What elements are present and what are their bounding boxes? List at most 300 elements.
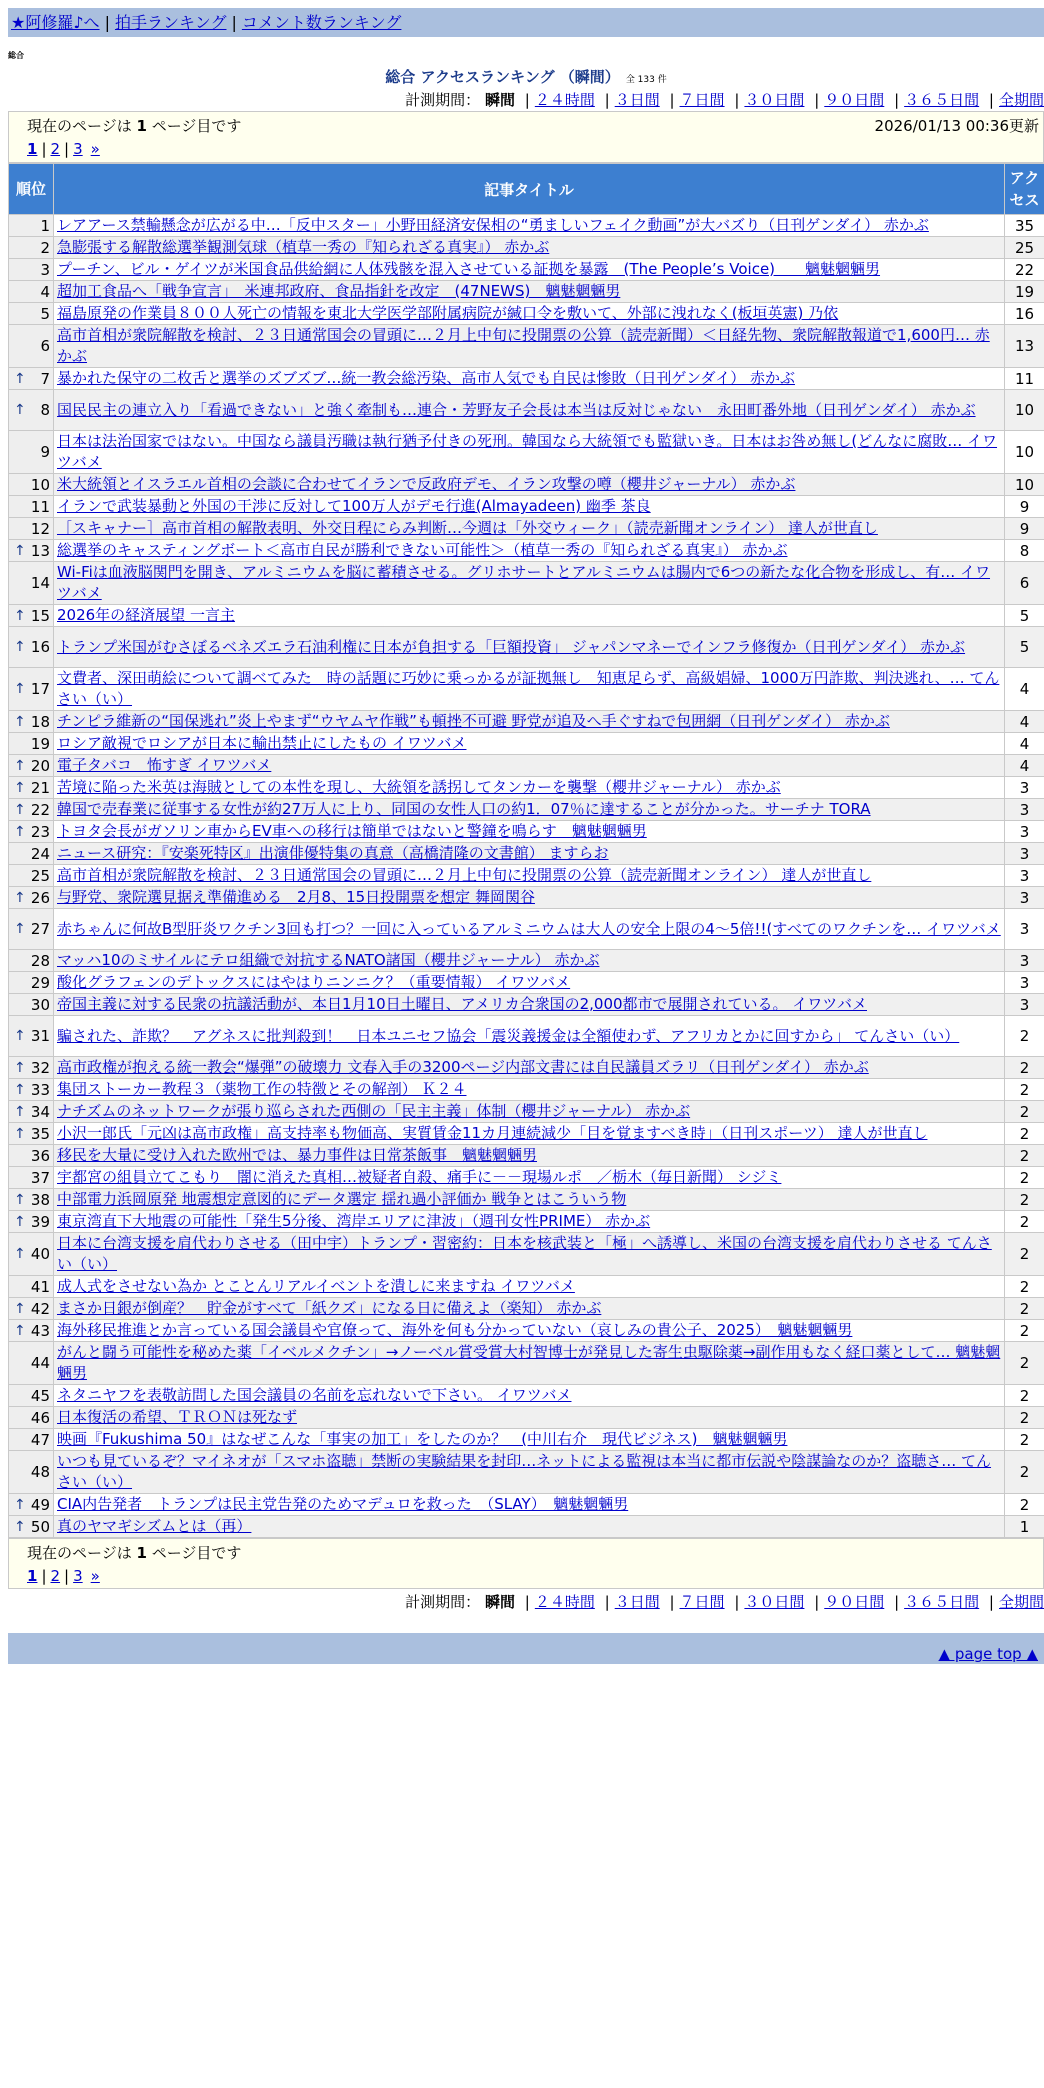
rank-cell <box>9 668 54 711</box>
rank-cell <box>9 1516 54 1538</box>
access-count: 2 <box>1005 1320 1044 1342</box>
title-cell <box>54 281 1005 303</box>
title-cell <box>54 1276 1005 1298</box>
article-link[interactable]: 酸化グラフェンのデトックスにはやはりニンニク？（重要情報） イワツバメ <box>57 973 570 991</box>
table-row <box>9 518 1044 540</box>
rank-number: 37 <box>31 1169 50 1187</box>
access-count: 2 <box>1005 1211 1044 1233</box>
table-row <box>9 865 1044 887</box>
rank-up-arrow-icon: ↑ <box>14 1027 26 1045</box>
rank-number: 39 <box>31 1213 50 1231</box>
period-option-3d[interactable]: ３日間 <box>615 1593 660 1611</box>
access-count: 4 <box>1005 668 1044 711</box>
rank-number: 6 <box>40 337 50 355</box>
rank-cell <box>9 1494 54 1516</box>
article-link[interactable]: 高市首相が衆院解散を検討、２３日通常国会の冒頭に…２月上中旬に投開票の公算（読売新聞）＜日経先物、衆院解散報道で1,600円… 赤かぶ <box>57 326 990 365</box>
article-link[interactable]: プーチン、ビル・ゲイツが米国食品供給網に人体残骸を混入させている証拠を暴露 (The People’s Voice) 魑魅魍魎男 <box>57 260 880 278</box>
rank-number: 43 <box>31 1322 50 1340</box>
article-link[interactable]: 急膨張する解散総選挙観測気球（植草一秀の『知られざる真実』） 赤かぶ <box>57 238 549 256</box>
article-link[interactable]: レアアース禁輸懸念が広がる中…「反中スター」小野田経済安保相の“勇ましいフェイク動画”が大バズり（日刊ゲンダイ） 赤かぶ <box>57 216 929 234</box>
article-link[interactable]: 2026年の経済展望 一言主 <box>57 606 235 624</box>
rank-up-arrow-icon: ↑ <box>14 542 26 560</box>
access-count: 2 <box>1005 1123 1044 1145</box>
paging-box-top <box>8 111 1044 163</box>
rank-number: 28 <box>31 952 50 970</box>
access-count: 2 <box>1005 1079 1044 1101</box>
article-link[interactable]: 韓国で売春業に従事する女性が約27万人に上り、同国の女性人口の約1．07％に達することが分かった。サーチナ TORA <box>57 800 871 818</box>
access-count: 3 <box>1005 821 1044 843</box>
period-selector-top: 計測期間： 瞬間 | ２４時間 | ３日間 | ７日間 | ３０日間 | ９０日間 | ３６５日間 | 全期間 <box>8 89 1044 111</box>
rank-cell <box>9 865 54 887</box>
title-cell <box>54 909 1005 950</box>
rank-cell <box>9 325 54 368</box>
table-row <box>9 1057 1044 1079</box>
rank-number: 18 <box>31 713 50 731</box>
table-row <box>9 1407 1044 1429</box>
article-link[interactable]: イランで武装暴動と外国の干渉に反対して100万人がデモ行進(Almayadeen) 幽季 茶良 <box>57 497 651 515</box>
clap-ranking-link[interactable]: 拍手ランキング <box>115 13 227 32</box>
rank-cell <box>9 909 54 950</box>
updated-time: 2026/01/13 00:36更新 <box>875 114 1039 138</box>
rank-cell <box>9 777 54 799</box>
rank-cell <box>9 1233 54 1276</box>
rank-cell <box>9 1211 54 1233</box>
article-link[interactable]: ニュース研究：『安楽死特区』出演俳優特集の真意（高橋清隆の文書館） ますらお <box>57 844 609 862</box>
table-row <box>9 1211 1044 1233</box>
rank-cell <box>9 711 54 733</box>
title-cell <box>54 627 1005 668</box>
table-row <box>9 1123 1044 1145</box>
title-cell <box>54 799 1005 821</box>
rank-cell <box>9 1320 54 1342</box>
article-link[interactable]: 海外移民推進とか言っている国会議員や官僚って、海外を何も分かっていない（哀しみの貴公子、2025） 魑魅魍魎男 <box>57 1321 852 1339</box>
rank-number: 44 <box>31 1354 50 1372</box>
title-cell <box>54 1429 1005 1451</box>
article-link[interactable]: 真のヤマギシズムとは（再） <box>57 1517 251 1535</box>
title-cell <box>54 540 1005 562</box>
access-count: 2 <box>1005 1451 1044 1494</box>
access-count: 3 <box>1005 972 1044 994</box>
pager-page-3[interactable]: 3 <box>73 140 83 158</box>
rank-up-arrow-icon: ↑ <box>14 779 26 797</box>
period-option-30d[interactable]: ３０日間 <box>744 1593 804 1611</box>
rank-up-arrow-icon: ↑ <box>14 757 26 775</box>
rank-cell <box>9 972 54 994</box>
article-link[interactable]: Wi-Fiは血液脳関門を開き、アルミニウムを脳に蓄積させる。グリホサートとアルミニウムは腸内で6つの新たな化合物を形成し、有… イワツバメ <box>57 563 990 602</box>
title-cell <box>54 711 1005 733</box>
article-link[interactable]: 文費者、深田萌絵について調べてみた 時の話題に巧妙に乗っかるが証拠無し 知恵足らず、高級娼婦、1000万円詐欺、判決逃れ、… てんさい（い） <box>57 669 999 708</box>
article-link[interactable]: 集団ストーカー教程３（薬物工作の特徴とその解剖） Ｋ２４ <box>57 1080 466 1098</box>
table-row <box>9 390 1044 431</box>
table-row <box>9 1167 1044 1189</box>
table-row <box>9 777 1044 799</box>
rank-cell <box>9 390 54 431</box>
article-link[interactable]: 日本は法治国家ではない。中国なら議員汚職は執行猶予付きの死刑。韓国なら大統領でも監獄いき。日本はお咎め無し(どんなに腐敗… イワツバメ <box>57 432 997 471</box>
article-link[interactable]: 宇都宮の組員立てこもり 闇に消えた真相…被疑者自殺、痛手に－－現場ルポ ／栃木（毎日新聞） シジミ <box>57 1168 781 1186</box>
nav-separator: | <box>105 13 110 32</box>
rank-number: 25 <box>31 867 50 885</box>
rank-cell <box>9 887 54 909</box>
access-count: 2 <box>1005 1298 1044 1320</box>
section-tag: 総合 <box>8 51 1044 61</box>
rank-cell <box>9 496 54 518</box>
article-link[interactable]: 東京湾直下大地震の可能性「発生5分後、湾岸エリアに津波」（週刊女性PRIME） 赤かぶ <box>57 1212 650 1230</box>
period-option-90d[interactable]: ９０日間 <box>824 91 884 109</box>
period-option-24h[interactable]: ２４時間 <box>535 91 595 109</box>
rank-number: 21 <box>31 779 50 797</box>
rank-number: 11 <box>31 498 50 516</box>
table-row <box>9 540 1044 562</box>
table-row <box>9 668 1044 711</box>
article-link[interactable]: 小沢一郎氏「元凶は高市政権」高支持率も物価高、実質賃金11カ月連続減少「目を覚ますべき時」（日刊スポーツ） 達人が世直し <box>57 1124 927 1142</box>
article-link[interactable]: 移民を大量に受け入れた欧州では、暴力事件は日常茶飯事 魑魅魍魎男 <box>57 1146 537 1164</box>
access-count: 4 <box>1005 755 1044 777</box>
article-link[interactable]: トランプ米国がむさぼるベネズエラ石油利権に日本が負担する「巨額投資」 ジャパンマネーでインフラ修復か（日刊ゲンダイ） 赤かぶ <box>57 638 965 656</box>
article-link[interactable]: マッハ10のミサイルにテロ組織で対抗するNATO諸国（櫻井ジャーナル） 赤かぶ <box>57 951 599 969</box>
table-row <box>9 1451 1044 1494</box>
title-cell <box>54 1079 1005 1101</box>
title-cell <box>54 994 1005 1016</box>
title-cell <box>54 562 1005 605</box>
ranking-count: 全 133 件 <box>626 75 667 85</box>
article-link[interactable]: 赤ちゃんに何故B型肝炎ワクチン3回も打つ？一回に入っているアルミニウムは大人の安全上限の4～5倍!!(すべてのワクチンを… イワツバメ <box>57 920 1001 938</box>
rank-cell <box>9 431 54 474</box>
title-cell <box>54 237 1005 259</box>
title-cell <box>54 1167 1005 1189</box>
rank-up-arrow-icon: ↑ <box>14 680 26 698</box>
table-row <box>9 711 1044 733</box>
rank-number: 23 <box>31 823 50 841</box>
rank-number: 3 <box>40 261 50 279</box>
article-link[interactable]: ナチズムのネットワークが張り巡らされた西側の「民主主義」体制（櫻井ジャーナル） 赤かぶ <box>57 1102 690 1120</box>
period-option-all[interactable]: 全期間 <box>999 91 1044 109</box>
rank-number: 41 <box>31 1278 50 1296</box>
access-count: 5 <box>1005 605 1044 627</box>
article-link[interactable]: 苦境に陥った米英は海賊としての本性を現し、大統領を誘拐してタンカーを襲撃（櫻井ジャーナル） 赤かぶ <box>57 778 781 796</box>
comment-ranking-link[interactable]: コメント数ランキング <box>242 13 402 32</box>
article-link[interactable]: 国民民主の連立入り「看過できない」と強く牽制も…連合・芳野友子会長は本当は反対じゃない 永田町番外地（日刊ゲンダイ） 赤かぶ <box>57 401 976 419</box>
rank-number: 38 <box>31 1191 50 1209</box>
table-row <box>9 994 1044 1016</box>
article-link[interactable]: 高市政権が抱える統一教会“爆弾”の破壊力 文春入手の3200ページ内部文書には自民議員ズラリ（日刊ゲンダイ） 赤かぶ <box>57 1058 869 1076</box>
title-cell <box>54 1298 1005 1320</box>
title-cell <box>54 1342 1005 1385</box>
access-count: 3 <box>1005 994 1044 1016</box>
access-count: 3 <box>1005 950 1044 972</box>
rank-up-arrow-icon: ↑ <box>14 1245 26 1263</box>
period-option-7d[interactable]: ７日間 <box>680 1593 725 1611</box>
rank-number: 20 <box>31 757 50 775</box>
rank-cell <box>9 1145 54 1167</box>
access-count: 3 <box>1005 843 1044 865</box>
article-link[interactable]: トヨタ会長がガソリン車からEV車への移行は簡単ではないと警鐘を鳴らす 魑魅魍魎男 <box>57 822 647 840</box>
title-cell <box>54 887 1005 909</box>
pager-page-2[interactable]: 2 <box>51 1567 61 1585</box>
access-count: 4 <box>1005 733 1044 755</box>
table-row <box>9 496 1044 518</box>
period-option-3d[interactable]: ３日間 <box>615 91 660 109</box>
table-row <box>9 1145 1044 1167</box>
rank-number: 32 <box>31 1059 50 1077</box>
rank-cell <box>9 1057 54 1079</box>
ranking-rows <box>9 215 1044 1538</box>
table-row <box>9 1016 1044 1057</box>
article-link[interactable]: がんと闘う可能性を秘めた薬「イベルメクチン」→ノーベル賞受賞大村智博士が発見した寄生虫駆除薬→副作用もなく経口薬として… 魑魅魍魎男 <box>57 1343 1000 1382</box>
article-link[interactable]: 映画『Fukushima 50』はなぜこんな「事実の加工」をしたのか？ (中川右介 現代ビジネス) 魑魅魍魎男 <box>57 1430 787 1448</box>
pager-page-1[interactable]: 1 <box>27 1567 37 1585</box>
access-count: 2 <box>1005 1016 1044 1057</box>
rank-number: 49 <box>31 1496 50 1514</box>
table-row <box>9 755 1044 777</box>
rank-number: 36 <box>31 1147 50 1165</box>
col-header-access: アクセス <box>1005 164 1044 215</box>
col-header-rank: 順位 <box>9 164 54 215</box>
title-cell <box>54 821 1005 843</box>
table-row <box>9 1385 1044 1407</box>
article-link[interactable]: CIA内告発者 トランプは民主党告発のためマデュロを救った （SLAY） 魑魅魍魎男 <box>57 1495 628 1513</box>
period-option-90d[interactable]: ９０日間 <box>824 1593 884 1611</box>
rank-up-arrow-icon: ↑ <box>14 823 26 841</box>
article-link[interactable]: ［スキャナー］高市首相の解散表明、外交日程にらみ判断…今週は「外交ウィーク」（読売新聞オンライン） 達人が世直し <box>57 519 878 537</box>
access-count: 2 <box>1005 1057 1044 1079</box>
rank-cell <box>9 368 54 390</box>
article-link[interactable]: 福島原発の作業員８００人死亡の情報を東北大学医学部附属病院が緘口令を敷いて、外部に洩れなく(板垣英憲) 乃依 <box>57 304 838 322</box>
rank-number: 26 <box>31 889 50 907</box>
rank-cell <box>9 1101 54 1123</box>
title-cell <box>54 668 1005 711</box>
article-link[interactable]: 日本復活の希望、ＴＲＯＮは死なず <box>57 1408 297 1426</box>
table-row <box>9 627 1044 668</box>
title-cell <box>54 1101 1005 1123</box>
pager-page-2[interactable]: 2 <box>51 140 61 158</box>
period-option-24h[interactable]: ２４時間 <box>535 1593 595 1611</box>
rank-up-arrow-icon: ↑ <box>14 1125 26 1143</box>
access-count: 2 <box>1005 1494 1044 1516</box>
period-option-365d[interactable]: ３６５日間 <box>904 91 979 109</box>
pager: 1 | 2 | 3 » <box>27 138 1039 160</box>
table-row <box>9 368 1044 390</box>
page-top-link[interactable]: ▲ page top ▲ <box>939 1645 1038 1663</box>
rank-number: 7 <box>40 370 50 388</box>
table-row <box>9 237 1044 259</box>
title-cell <box>54 733 1005 755</box>
table-row <box>9 562 1044 605</box>
table-row <box>9 733 1044 755</box>
rank-number: 19 <box>31 735 50 753</box>
access-count: 16 <box>1005 303 1044 325</box>
rank-up-arrow-icon: ↑ <box>14 607 26 625</box>
article-link[interactable]: 暴かれた保守の二枚舌と選挙のズブズブ…統一教会総汚染、高市人気でも自民は惨敗（日刊ゲンダイ） 赤かぶ <box>57 369 795 387</box>
rank-cell <box>9 1189 54 1211</box>
rank-cell <box>9 994 54 1016</box>
article-link[interactable]: 与野党、衆院選見据え準備進める 2月8、15日投開票を想定 舞岡関谷 <box>57 888 535 906</box>
rank-cell <box>9 1385 54 1407</box>
access-count: 10 <box>1005 431 1044 474</box>
rank-cell <box>9 627 54 668</box>
page <box>8 8 1044 1664</box>
table-row <box>9 1276 1044 1298</box>
rank-cell <box>9 281 54 303</box>
rank-up-arrow-icon: ↑ <box>14 713 26 731</box>
article-link[interactable]: 帝国主義に対する民衆の抗議活動が、本日1月10日土曜日、アメリカ合衆国の2,000都市で展開されている。 イワツバメ <box>57 995 867 1013</box>
title-cell <box>54 1123 1005 1145</box>
rank-up-arrow-icon: ↑ <box>14 1191 26 1209</box>
table-row <box>9 605 1044 627</box>
access-count: 3 <box>1005 799 1044 821</box>
rank-cell <box>9 303 54 325</box>
title-cell <box>54 1451 1005 1494</box>
rank-up-arrow-icon: ↑ <box>14 1300 26 1318</box>
article-link[interactable]: チンピラ維新の“国保逃れ”炎上やまず“ウヤムヤ作戦”も頓挫不可避 野党が追及へ手ぐすねで包囲網（日刊ゲンダイ） 赤かぶ <box>57 712 890 730</box>
rank-number: 30 <box>31 996 50 1014</box>
article-link[interactable]: 米大統領とイスラエル首相の会談に合わせてイランで反政府デモ、イラン攻撃の噂（櫻井ジャーナル） 赤かぶ <box>57 475 795 493</box>
period-current: 瞬間 <box>485 1593 515 1611</box>
rank-number: 45 <box>31 1387 50 1405</box>
rank-up-arrow-icon: ↑ <box>14 1103 26 1121</box>
pager: 1 | 2 | 3 » <box>27 1565 1039 1587</box>
period-label: 計測期間： <box>405 91 480 109</box>
article-link[interactable]: いつも見ているぞ？マイネオが「スマホ盗聴」禁断の実験結果を封印…ネットによる監視は本当に都市伝説や陰謀論なのか？盗聴さ… てんさい（い） <box>57 1452 991 1491</box>
rank-up-arrow-icon: ↑ <box>14 801 26 819</box>
rank-cell <box>9 215 54 237</box>
rank-up-arrow-icon: ↑ <box>14 920 26 938</box>
rank-number: 8 <box>40 401 50 419</box>
period-option-all[interactable]: 全期間 <box>999 1593 1044 1611</box>
table-row <box>9 1342 1044 1385</box>
table-row <box>9 909 1044 950</box>
title-cell <box>54 1407 1005 1429</box>
rank-number: 34 <box>31 1103 50 1121</box>
pager-next[interactable]: » <box>91 140 100 158</box>
pager-next[interactable]: » <box>91 1567 100 1585</box>
article-link[interactable]: 超加工食品へ「戦争宣言」 米連邦政府、食品指針を改定 (47NEWS) 魑魅魍魎男 <box>57 282 620 300</box>
table-row <box>9 843 1044 865</box>
access-count: 10 <box>1005 390 1044 431</box>
rank-number: 40 <box>31 1245 50 1263</box>
table-row <box>9 1429 1044 1451</box>
rank-cell <box>9 237 54 259</box>
rank-number: 48 <box>31 1463 50 1481</box>
period-option-365d[interactable]: ３６５日間 <box>904 1593 979 1611</box>
ranking-heading <box>8 67 1044 87</box>
title-cell <box>54 1016 1005 1057</box>
rank-cell <box>9 1342 54 1385</box>
pager-page-1[interactable]: 1 <box>27 140 37 158</box>
rank-cell <box>9 1123 54 1145</box>
rank-cell <box>9 474 54 496</box>
article-link[interactable]: 電子タバコ 怖すぎ イワツバメ <box>57 756 271 774</box>
rank-cell <box>9 821 54 843</box>
rank-number: 33 <box>31 1081 50 1099</box>
access-count: 2 <box>1005 1429 1044 1451</box>
title-cell <box>54 1320 1005 1342</box>
rank-up-arrow-icon: ↑ <box>14 1059 26 1077</box>
rank-cell <box>9 540 54 562</box>
period-label: 計測期間： <box>405 1593 480 1611</box>
rank-number: 16 <box>31 638 50 656</box>
rank-number: 42 <box>31 1300 50 1318</box>
article-link[interactable]: ロシア敵視でロシアが日本に輸出禁止にしたもの イワツバメ <box>57 734 466 752</box>
access-count: 2 <box>1005 1233 1044 1276</box>
page-status: 現在のページは 1 ページ目です <box>27 114 1039 138</box>
rank-cell <box>9 1079 54 1101</box>
article-link[interactable]: 騙された、詐欺？ アグネスに批判殺到！ 日本ユニセフ協会「震災義援金は全額使わず、アフリカとかに回すから」 てんさい（い） <box>57 1027 959 1045</box>
title-cell <box>54 755 1005 777</box>
title-cell <box>54 1233 1005 1276</box>
article-link[interactable]: 中部電力浜岡原発 地震想定意図的にデータ選定 揺れ過小評価か 戦争とはこういう物 <box>57 1190 626 1208</box>
rank-up-arrow-icon: ↑ <box>14 1213 26 1231</box>
table-row <box>9 1189 1044 1211</box>
access-count: 1 <box>1005 1516 1044 1538</box>
title-cell <box>54 259 1005 281</box>
title-cell <box>54 777 1005 799</box>
title-cell <box>54 215 1005 237</box>
page-status: 現在のページは 1 ページ目です <box>27 1541 1039 1565</box>
period-current: 瞬間 <box>485 91 515 109</box>
article-link[interactable]: 日本に台湾支援を肩代わりさせる（田中宇）トランプ・習密約：日本を核武装と「極」へ誘導し、米国の台湾支援を肩代わりさせる てんさい（い） <box>57 1234 992 1273</box>
table-row <box>9 887 1044 909</box>
article-link[interactable]: 成人式をさせない為か とことんリアルイベントを潰しに来ますね イワツバメ <box>57 1277 575 1295</box>
title-cell <box>54 1385 1005 1407</box>
access-count: 6 <box>1005 562 1044 605</box>
table-row <box>9 303 1044 325</box>
access-count: 2 <box>1005 1101 1044 1123</box>
rank-number: 15 <box>31 607 50 625</box>
home-link[interactable]: ★阿修羅♪へ <box>11 13 100 32</box>
title-cell <box>54 496 1005 518</box>
title-cell <box>54 303 1005 325</box>
pager-page-3[interactable]: 3 <box>73 1567 83 1585</box>
title-cell <box>54 368 1005 390</box>
table-row <box>9 1298 1044 1320</box>
table-row <box>9 1320 1044 1342</box>
rank-cell <box>9 1167 54 1189</box>
access-count: 9 <box>1005 518 1044 540</box>
col-header-title: 記事タイトル <box>54 164 1005 215</box>
article-link[interactable]: 総選挙のキャスティングボート＜高市自民が勝利できない可能性＞（植草一秀の『知られざる真実』） 赤かぶ <box>57 541 787 559</box>
table-row <box>9 1101 1044 1123</box>
rank-number: 17 <box>31 680 50 698</box>
access-count: 22 <box>1005 259 1044 281</box>
period-option-7d[interactable]: ７日間 <box>680 91 725 109</box>
title-cell <box>54 518 1005 540</box>
paging-box-bottom <box>8 1538 1044 1589</box>
access-count: 3 <box>1005 865 1044 887</box>
title-cell <box>54 1211 1005 1233</box>
top-nav-bar <box>8 8 1044 37</box>
rank-cell <box>9 1429 54 1451</box>
rank-number: 27 <box>31 920 50 938</box>
table-row <box>9 431 1044 474</box>
period-option-30d[interactable]: ３０日間 <box>744 91 804 109</box>
table-row <box>9 950 1044 972</box>
rank-cell <box>9 733 54 755</box>
table-row <box>9 799 1044 821</box>
title-cell <box>54 431 1005 474</box>
rank-up-arrow-icon: ↑ <box>14 401 26 419</box>
rank-number: 12 <box>31 520 50 538</box>
article-link[interactable]: ネタニヤフを表敬訪問した国会議員の名前を忘れないで下さい。 イワツバメ <box>57 1386 571 1404</box>
rank-up-arrow-icon: ↑ <box>14 1518 26 1536</box>
rank-cell <box>9 1407 54 1429</box>
article-link[interactable]: まさか日銀が倒産？ 貯金がすべて「紙クズ」になる日に備えよ（楽知） 赤かぶ <box>57 1299 601 1317</box>
article-link[interactable]: 高市首相が衆院解散を検討、２３日通常国会の冒頭に…２月上中旬に投開票の公算（読売新聞オンライン） 達人が世直し <box>57 866 871 884</box>
table-row <box>9 821 1044 843</box>
title-cell <box>54 325 1005 368</box>
rank-number: 31 <box>31 1027 50 1045</box>
access-count: 3 <box>1005 909 1044 950</box>
table-row <box>9 972 1044 994</box>
